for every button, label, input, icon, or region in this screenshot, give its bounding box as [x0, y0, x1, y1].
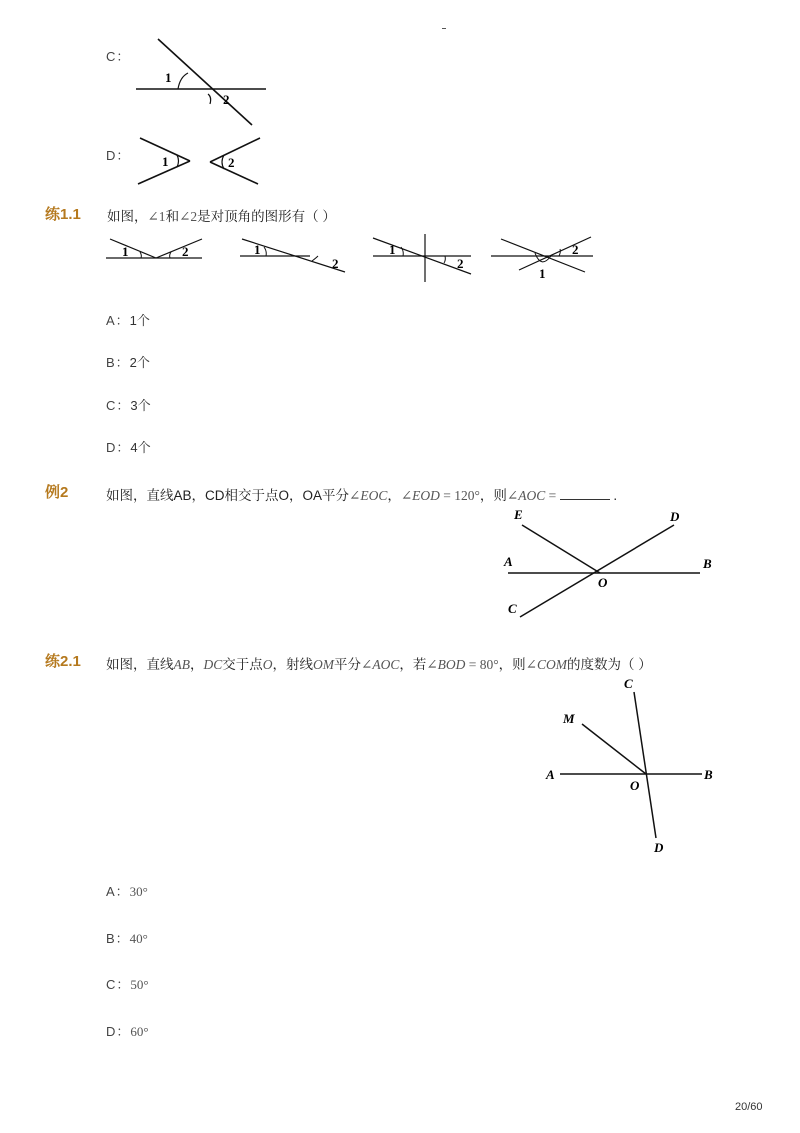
- q2-eq2: =: [545, 488, 560, 503]
- ex3-option-c[interactable]: C：50°: [106, 977, 149, 992]
- fig2-label-m: M: [563, 711, 575, 726]
- exercise-1-1-figure-4: [489, 234, 595, 280]
- q3-part3: ，射线: [272, 657, 314, 672]
- fig2-label-a: A: [546, 767, 555, 782]
- q1-mid: 和: [165, 209, 180, 224]
- fig2-label-d: D: [654, 840, 664, 855]
- option-c-angle2-label: 2: [223, 92, 230, 107]
- ex1-option-a[interactable]: A：1个: [106, 313, 150, 328]
- fig1-angle1: 1: [122, 244, 129, 259]
- example-2-question: [106, 484, 617, 504]
- q3-part4: 平分: [334, 657, 362, 672]
- q3-com: ∠COM: [525, 657, 567, 672]
- fig-label-d: D: [670, 509, 680, 524]
- q2-aoc: ∠AOC: [506, 488, 546, 503]
- q2-end: .: [613, 488, 618, 503]
- ex3-option-a[interactable]: A：30°: [106, 884, 148, 899]
- exercise-2-1-question: [106, 653, 652, 673]
- fig-label-e: E: [514, 507, 523, 522]
- ex3-option-d[interactable]: D：60°: [106, 1024, 149, 1039]
- q3-part2: 交于点: [222, 657, 263, 672]
- fig2-angle2: 2: [332, 256, 339, 271]
- ex1-option-b[interactable]: B：2个: [106, 355, 150, 370]
- q2-part3: ，则: [479, 488, 507, 503]
- q2-eoc: ∠EOC: [349, 488, 388, 503]
- q3-part5: ，若: [399, 657, 427, 672]
- example-2-figure: [500, 505, 720, 625]
- exercise-2-1-tag: 练2.1: [45, 653, 81, 670]
- top-dash-mark: [442, 28, 446, 29]
- exercise-1-1-figure-3: [371, 232, 475, 284]
- q3-ab: AB: [173, 657, 190, 672]
- fig-label-c: C: [508, 601, 517, 616]
- q3-part6: ，则: [498, 657, 526, 672]
- fig4-angle1: 1: [539, 266, 546, 280]
- q3-eq: = 80°: [465, 657, 499, 672]
- q3-bod: ∠BOD: [426, 657, 466, 672]
- ex1-option-c[interactable]: C：3个: [106, 398, 151, 413]
- answer-blank[interactable]: [560, 487, 610, 500]
- exercise-1-1-tag: 练1.1: [45, 206, 81, 223]
- option-c-angle1-label: 1: [165, 70, 172, 85]
- option-d-figure: [132, 134, 262, 189]
- option-c-label[interactable]: C：: [106, 49, 131, 64]
- fig2-label-o: O: [630, 778, 640, 793]
- q2-part1: 如图，直线AB，CD相交于点O，OA平分: [106, 488, 350, 503]
- exercise-1-1-figure-2: [238, 236, 348, 274]
- q2-eq1: = 120°: [439, 488, 480, 503]
- fig-label-o: O: [598, 575, 608, 590]
- ex1-option-d[interactable]: D：4个: [106, 440, 151, 455]
- q1-suffix: 是对顶角的图形有（ ）: [197, 209, 336, 224]
- q1-prefix: 如图，: [107, 209, 148, 224]
- q1-angle2: ∠2: [179, 209, 198, 224]
- ex3-option-b[interactable]: B：40°: [106, 931, 148, 946]
- option-c-figure: [130, 34, 275, 129]
- option-d-label[interactable]: D：: [106, 148, 131, 163]
- q3-part7: 的度数为（ ）: [566, 657, 652, 672]
- exercise-2-1-figure: [540, 672, 720, 862]
- q3-o: O: [262, 657, 273, 672]
- option-d-angle2-label: 2: [228, 155, 235, 170]
- q3-sep: ，: [190, 657, 204, 672]
- fig2-label-b: B: [704, 767, 713, 782]
- fig2-angle1: 1: [254, 242, 261, 257]
- q2-eod: ∠EOD: [400, 488, 440, 503]
- q3-dc: DC: [203, 657, 223, 672]
- q3-aoc: ∠AOC: [361, 657, 400, 672]
- q1-angle1: ∠1: [147, 209, 166, 224]
- example-2-tag: 例2: [45, 484, 69, 501]
- exercise-1-1-figure-1: [104, 234, 206, 266]
- fig-label-a: A: [504, 554, 513, 569]
- fig2-label-c: C: [624, 676, 633, 691]
- page-number: 20/60: [735, 1101, 763, 1113]
- fig3-angle1: 1: [389, 242, 396, 257]
- q2-part2: ，: [387, 488, 401, 503]
- fig3-angle2: 2: [457, 256, 464, 271]
- fig4-angle2: 2: [572, 242, 579, 257]
- option-d-angle1-label: 1: [162, 154, 169, 169]
- fig1-angle2: 2: [182, 244, 189, 259]
- q3-part1: 如图，直线: [106, 657, 174, 672]
- exercise-1-1-question: [107, 205, 336, 225]
- fig-label-b: B: [703, 556, 712, 571]
- q3-om: OM: [313, 657, 335, 672]
